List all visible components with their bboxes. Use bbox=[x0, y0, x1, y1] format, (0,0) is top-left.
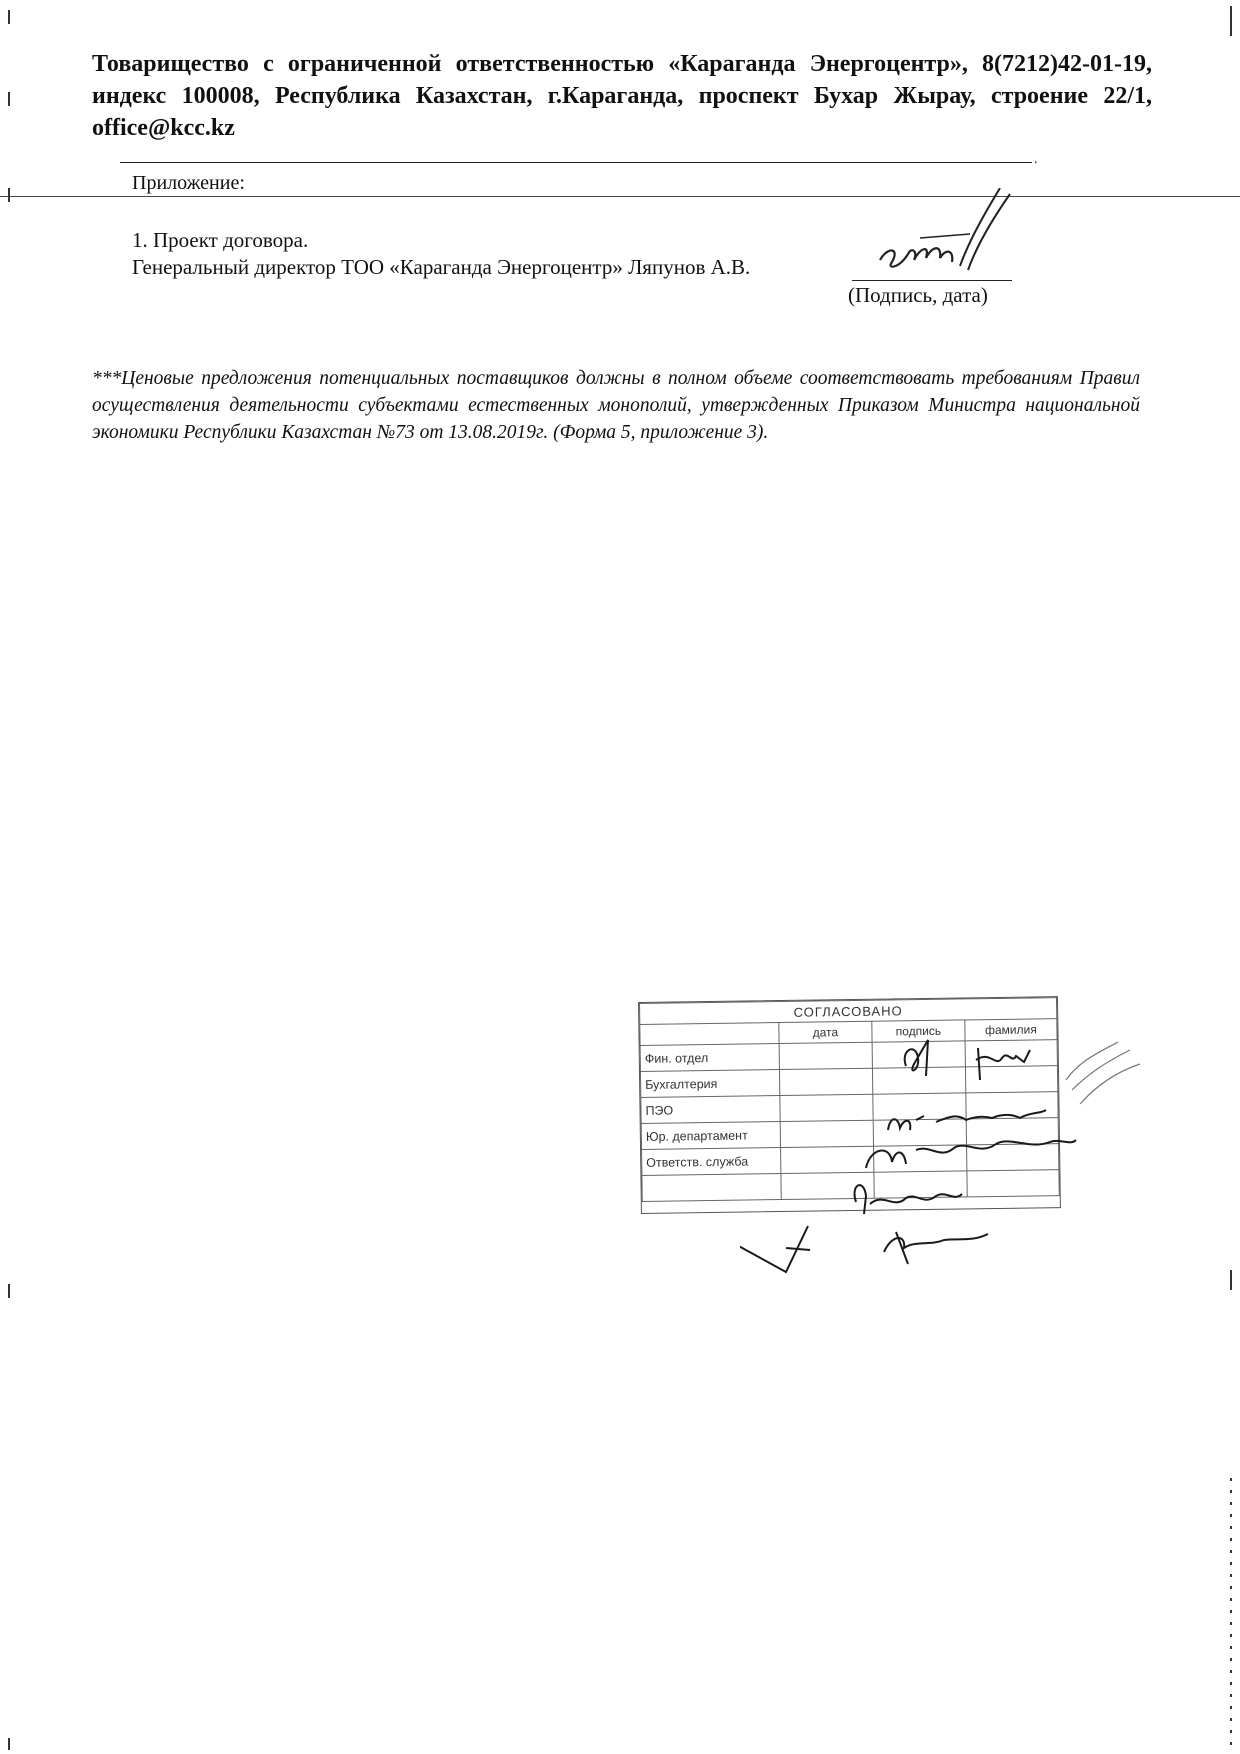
scan-edge-mark bbox=[8, 10, 10, 24]
company-header: Товарищество с ограниченной ответственностью «Караганда Энергоцентр», 8(7212)42-01-19, индекс 100008, Республика Казахстан, г.Караганда, проспект Бухар Жырау, строение 22/1, office@kcc.kz bbox=[92, 51, 1152, 141]
stamp-title: СОГЛАСОВАНО bbox=[640, 998, 1057, 1025]
header-underline bbox=[120, 162, 1032, 163]
signature-caption: (Подпись, дата) bbox=[848, 283, 988, 307]
stamp-row-label: Бухгалтерия bbox=[640, 1070, 779, 1098]
scan-edge-mark bbox=[8, 1284, 10, 1298]
scan-edge-mark bbox=[8, 92, 10, 106]
stamp-row-label: Юр. департамент bbox=[641, 1122, 780, 1150]
stamp-row-label: Фин. отдел bbox=[640, 1044, 779, 1072]
director-signature-line: Генеральный директор ТОО «Караганда Энергоцентр» Ляпунов А.В. bbox=[132, 255, 751, 279]
scan-edge-mark bbox=[8, 188, 10, 202]
stamp-col-surname: фамилия bbox=[965, 1019, 1057, 1041]
stamp-col-signature: подпись bbox=[872, 1020, 965, 1042]
price-proposal-note: ***Ценовые предложения потенциальных поставщиков должны в полном объеме соответствовать требованиям Правил осуществления деятельности субъектами естественных монополий, утвержденных Приказом Министра национальной экономики Республики Казахстан №73 от 13.08.2019г. (Форма 5, приложение 3). bbox=[92, 368, 1140, 443]
appendix-item: 1. Проект договора. bbox=[132, 228, 309, 252]
stamp-row-label: ПЭО bbox=[641, 1096, 780, 1124]
page-divider bbox=[0, 196, 1240, 197]
header-underline-dot: . bbox=[1034, 152, 1038, 167]
stamp-col-date: дата bbox=[779, 1021, 872, 1043]
scan-edge-mark bbox=[8, 1738, 10, 1750]
scan-edge-mark bbox=[1230, 1270, 1232, 1290]
appendix-label: Приложение: bbox=[132, 172, 245, 194]
director-signature bbox=[860, 188, 1020, 288]
stamp-row-label: Ответств. служба bbox=[642, 1148, 781, 1176]
scan-edge-mark bbox=[1230, 6, 1232, 36]
scan-edge-mark bbox=[1230, 1478, 1232, 1748]
stamp-signatures bbox=[740, 1020, 1200, 1280]
